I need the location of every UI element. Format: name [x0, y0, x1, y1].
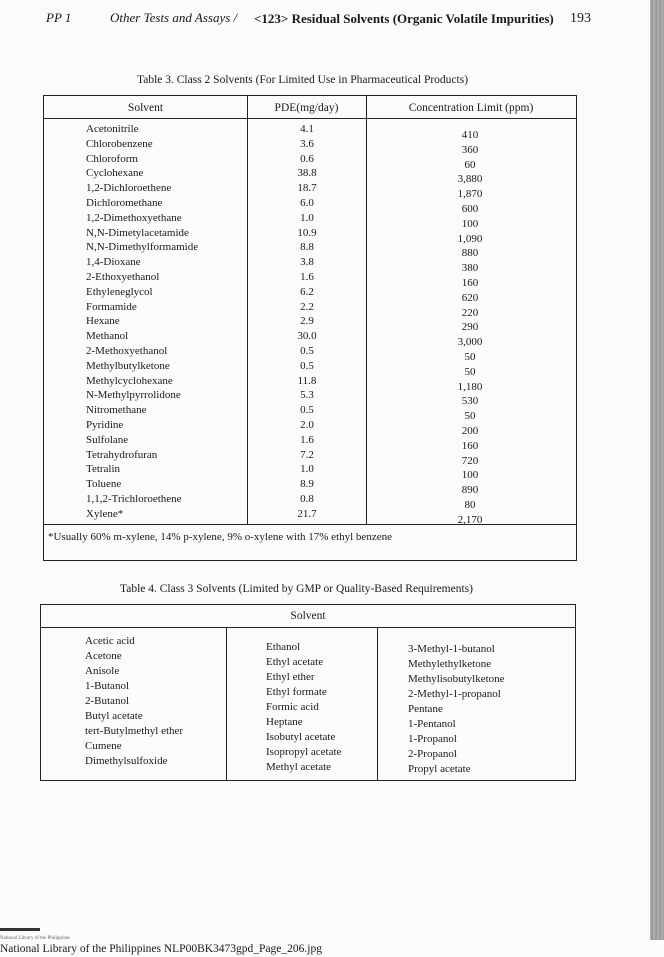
table4-divider [377, 627, 378, 780]
limit-cell: 380 [461, 262, 479, 275]
table4 [40, 604, 576, 781]
table-row [44, 285, 576, 304]
table-row [44, 300, 576, 319]
solvent-cell: Toluene [86, 478, 122, 491]
table-row [44, 211, 576, 230]
solvent-cell: Ethyleneglycol [86, 285, 153, 298]
list-item: 3-Methyl-1-butanol [408, 643, 495, 655]
scan-smudge [0, 928, 40, 931]
limit-cell: 160 [461, 439, 479, 452]
solvent-cell: 1,2-Dichloroethene [86, 182, 172, 195]
pde-cell: 2.9 [300, 315, 314, 328]
solvent-cell: Methanol [86, 330, 129, 343]
list-item: Ethyl acetate [266, 656, 324, 668]
limit-cell: 50 [464, 365, 476, 378]
pde-cell: 3.6 [300, 137, 314, 150]
limit-cell: 410 [461, 129, 479, 141]
list-item: 2-Propanol [408, 748, 457, 760]
pde-cell: 1.6 [300, 433, 314, 446]
table-row [44, 314, 576, 334]
table3 [43, 95, 577, 561]
limit-cell: 160 [461, 276, 479, 289]
list-item: Dimethylsulfoxide [85, 755, 168, 767]
list-item: Acetic acid [85, 635, 135, 647]
list-item: Acetone [85, 650, 122, 662]
solvent-cell: Tetralin [86, 463, 121, 476]
table4-header-rule [41, 627, 575, 628]
limit-cell: 100 [461, 469, 479, 482]
limit-cell: 720 [461, 454, 479, 467]
limit-cell: 100 [461, 217, 479, 230]
limit-cell: 360 [461, 143, 479, 156]
pde-cell: 0.5 [300, 359, 314, 372]
table-row [44, 418, 576, 437]
running-head-title: <123> Residual Solvents (Organic Volatile Impurities) [254, 11, 554, 26]
list-item: 1-Propanol [408, 733, 457, 745]
solvent-cell: N,N-Dimetylacetamide [86, 226, 189, 239]
pde-cell: 1.0 [300, 463, 314, 476]
pde-cell: 7.2 [300, 448, 314, 461]
solvent-cell: Formamide [86, 300, 137, 313]
table-row [44, 329, 576, 349]
pde-cell: 38.8 [297, 167, 317, 180]
list-item: Methylethylketone [408, 658, 492, 670]
list-item: Isopropyl acetate [266, 746, 342, 758]
table-row [44, 359, 576, 378]
limit-cell: 60 [464, 158, 476, 171]
table-row [44, 388, 576, 408]
table-row [44, 462, 576, 482]
pde-cell: 1.6 [300, 270, 314, 283]
list-item: Butyl acetate [85, 710, 143, 722]
list-item: 1-Butanol [85, 680, 129, 692]
table-row [44, 492, 576, 511]
solvent-cell: Methylcyclohexane [86, 374, 173, 387]
pde-cell: 11.8 [297, 374, 317, 387]
list-item: Formic acid [266, 701, 319, 713]
list-item: Methylisobutylketone [408, 673, 505, 685]
limit-cell: 600 [461, 202, 479, 215]
table3-caption: Table 3. Class 2 Solvents (For Limited Use in Pharmaceutical Products) [137, 74, 469, 86]
table3-header-limit: Concentration Limit (ppm) [408, 102, 534, 114]
limit-cell: 50 [464, 410, 476, 423]
pde-cell: 0.5 [300, 404, 314, 417]
list-item: Isobutyl acetate [266, 731, 336, 743]
solvent-cell: Dichloromethane [86, 196, 163, 209]
solvent-cell: Acetonitrile [86, 123, 139, 135]
list-item: Ethanol [266, 641, 301, 653]
list-item: Ethyl ether [266, 671, 315, 683]
table-row [44, 477, 576, 497]
limit-cell: 290 [461, 321, 479, 334]
pde-cell: 1.0 [300, 211, 314, 224]
list-item: Propyl acetate [408, 763, 471, 775]
table-row [44, 270, 576, 289]
table-row [44, 122, 576, 141]
list-item: Anisole [85, 665, 120, 677]
list-item: Cumene [85, 740, 122, 752]
solvent-cell: 1,1,2-Trichloroethene [86, 492, 182, 505]
pde-cell: 0.5 [300, 344, 314, 357]
list-item: 2-Butanol [85, 695, 129, 707]
limit-cell: 890 [461, 484, 479, 497]
table-row [44, 344, 576, 363]
solvent-cell: 2-Methoxyethanol [86, 344, 168, 357]
list-item: 2-Methyl-1-propanol [408, 688, 501, 700]
table4-column [266, 640, 341, 775]
limit-cell: 1,180 [457, 380, 483, 393]
solvent-cell: Xylene* [86, 507, 124, 520]
solvent-cell: N-Methylpyrrolidone [86, 389, 181, 402]
table-row [44, 255, 576, 275]
list-item: Methyl acetate [266, 761, 332, 773]
list-item: Ethyl formate [266, 686, 327, 698]
pde-cell: 30.0 [297, 330, 317, 343]
limit-cell: 80 [464, 498, 476, 511]
solvent-cell: Tetrahydrofuran [86, 448, 158, 461]
limit-cell: 50 [464, 350, 476, 363]
table3-header-solvent: Solvent [127, 102, 164, 114]
pde-cell: 8.8 [300, 241, 314, 254]
limit-cell: 200 [461, 424, 479, 437]
table4-caption: Table 4. Class 3 Solvents (Limited by GMP or Quality-Based Requirements) [120, 583, 473, 595]
scan-edge-shadow [650, 0, 664, 940]
solvent-cell: Chloroform [86, 152, 138, 165]
pde-cell: 0.8 [300, 492, 314, 505]
table-row [44, 448, 576, 467]
limit-cell: 2,170 [457, 513, 483, 526]
limit-cell: 1,870 [457, 188, 483, 201]
scan-imprint: National Library of the Philippines [0, 936, 70, 941]
solvent-cell: 1,2-Dimethoxyethane [86, 211, 182, 224]
solvent-cell: 2-Ethoxyethanol [86, 270, 160, 283]
solvent-cell: Cyclohexane [86, 167, 144, 180]
solvent-cell: Methylbutylketone [86, 359, 170, 372]
table-row [44, 403, 576, 423]
pde-cell: 6.2 [300, 285, 314, 298]
scan-footer: National Library of the Philippines NLP00BK3473gpd_Page_206.jpg [0, 943, 322, 955]
pde-cell: 4.1 [300, 123, 314, 135]
solvent-cell: Nitromethane [86, 404, 147, 417]
table4-column [85, 634, 183, 769]
pde-cell: 6.0 [300, 196, 314, 209]
limit-cell: 3,880 [457, 173, 483, 186]
list-item: 1-Pentanol [408, 718, 456, 730]
table3-header-rule [44, 118, 576, 119]
table3-header-pde: PDE(mg/day) [274, 102, 339, 114]
pde-cell: 0.6 [300, 152, 314, 165]
table-row [44, 240, 576, 260]
table4-column [408, 642, 505, 777]
pde-cell: 21.7 [297, 507, 317, 520]
pde-cell: 5.3 [300, 389, 314, 402]
running-head-section: Other Tests and Assays / [110, 10, 238, 25]
table-row [44, 433, 576, 452]
solvent-cell: N,N-Dimethylformamide [86, 241, 199, 254]
table4-divider [226, 627, 227, 780]
table3-body [44, 122, 576, 526]
table3-footnote: *Usually 60% m-xylene, 14% p-xylene, 9% o-xylene with 17% ethyl benzene [48, 531, 392, 543]
table-row [44, 166, 576, 186]
solvent-cell: Hexane [86, 315, 120, 328]
pde-cell: 3.8 [300, 256, 314, 269]
table-row [44, 181, 576, 201]
limit-cell: 880 [461, 247, 479, 260]
table-row [44, 152, 576, 171]
limit-cell: 1,090 [457, 232, 483, 245]
list-item: Heptane [266, 716, 303, 728]
list-item: Pentane [408, 703, 443, 715]
limit-cell: 530 [461, 395, 479, 408]
limit-cell: 3,000 [457, 336, 483, 349]
table4-header-solvent: Solvent [290, 610, 326, 622]
solvent-cell: 1,4-Dioxane [86, 256, 141, 269]
pde-cell: 2.0 [300, 418, 314, 431]
pde-cell: 8.9 [300, 478, 314, 491]
table-row [44, 226, 576, 245]
limit-cell: 220 [461, 306, 479, 319]
pde-cell: 10.9 [297, 226, 317, 239]
pde-cell: 2.2 [300, 300, 314, 313]
table-row [44, 374, 576, 393]
solvent-cell: Chlorobenzene [86, 137, 153, 150]
table-row [44, 137, 576, 156]
list-item: tert-Butylmethyl ether [85, 725, 184, 737]
solvent-cell: Sulfolane [86, 433, 129, 446]
running-head-left: PP 1 [46, 10, 72, 25]
table-row [44, 196, 576, 215]
table-row [44, 507, 576, 526]
solvent-cell: Pyridine [86, 418, 124, 431]
limit-cell: 620 [461, 291, 479, 304]
pde-cell: 18.7 [297, 182, 317, 195]
page-number: 193 [570, 11, 591, 26]
